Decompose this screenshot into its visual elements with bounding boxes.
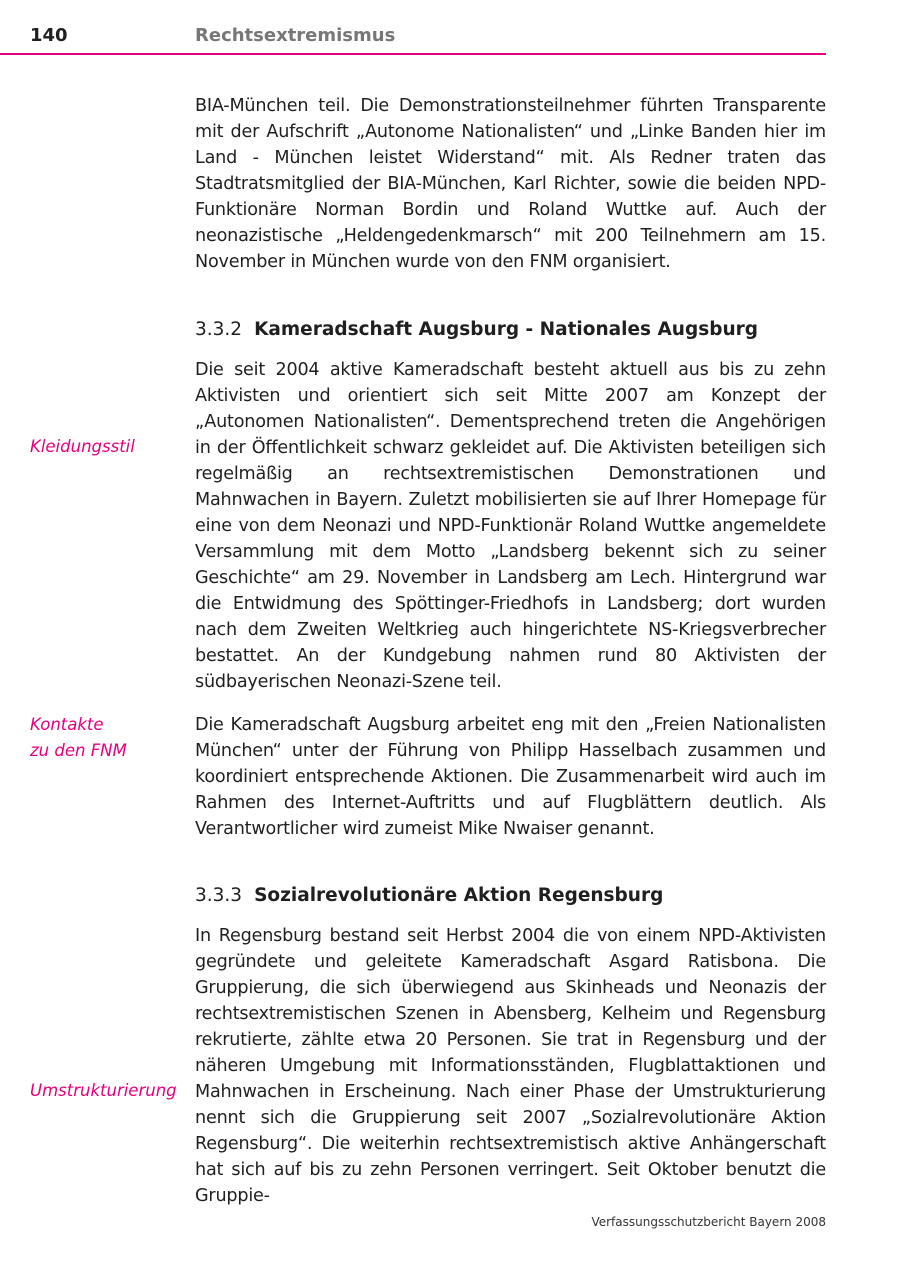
margin-note-kleidungsstil: Kleidungsstil: [30, 437, 135, 456]
paragraph-regensburg: In Regensburg bestand seit Herbst 2004 die von einem NPD-Aktivisten gegründete und geleitete Kameradschaft Asgard Ratisbona. Die Gruppierung, die sich überwiegend aus Skinheads und Neonazis der rechtsextremistischen Szenen in Abensberg, Kelheim und Regensburg rekrutierte, zählte etwa 20 Personen. Sie trat in Regensburg und der näheren Umgebung mit Informationsständen, Flugblattaktionen und Mahnwachen in Erscheinung. Nach einer Phase der Umstrukturierung nennt sich die Gruppierung seit 2007 „Sozialrevolutionäre Aktion Regensburg“. Die weiterhin rechtsextremistisch aktive Anhängerschaft hat sich auf bis zu zehn Personen verringert. Seit Oktober benutzt die Gruppie-: [195, 926, 826, 1206]
paragraph-kontakte: Die Kameradschaft Augsburg arbeitet eng mit den „Freien Nationalisten München“ unter der Führung von Philipp Hasselbach zusammen und koordiniert entsprechende Aktionen. Die Zusammenarbeit wird auch im Rahmen des Internet-Auftritts und auf Flugblättern deutlich. Als Verantwortlicher wird zumeist Mike Nwaiser genannt.: [195, 715, 826, 839]
section-title: Kameradschaft Augsburg - Nationales Augsburg: [254, 319, 758, 340]
margin-note-line: Kontakte: [30, 715, 104, 734]
page-header: [0, 0, 826, 55]
running-title: Rechtsextremismus: [195, 25, 396, 46]
margin-note-umstrukturierung: Umstrukturierung: [30, 1081, 177, 1100]
margin-note-line: zu den FNM: [30, 741, 127, 760]
section-heading-3-3-3: [195, 883, 826, 909]
paragraph-augsburg: Die seit 2004 aktive Kameradschaft besteht aktuell aus bis zu zehn Aktivisten und orientiert sich seit Mitte 2007 am Konzept der „Autonomen Nationalisten“. Dementsprechend treten die Angehörigen in der Öffentlichkeit schwarz gekleidet auf. Die Aktivisten beteiligen sich regelmäßig an rechtsextremistischen Demonstrationen und Mahnwachen in Bayern. Zuletzt mobilisierten sie auf Ihrer Homepage für eine von dem Neonazi und NPD-Funktionär Roland Wuttke angemeldete Versammlung mit dem Motto „Landsberg bekennt sich zu seiner Geschichte“ am 29. November in Landsberg am Lech. Hintergrund war die Entwidmung des Spöttinger-Friedhofs in Landsberg; dort wurden nach dem Zweiten Weltkrieg auch hingerichtete NS-Kriegsverbrecher bestattet. An der Kundgebung nahmen rund 80 Aktivisten der südbayerischen Neonazi-Szene teil.: [195, 360, 826, 692]
page-number: 140: [30, 25, 68, 46]
section-heading-3-3-2: [195, 317, 826, 343]
paragraph-intro: BIA-München teil. Die Demonstrationsteilnehmer führten Transparente mit der Aufschrift „Autonome Nationalisten“ und „Linke Banden hier im Land - München leistet Widerstand“ mit. Als Redner traten das Stadtratsmitglied der BIA-München, Karl Richter, sowie die beiden NPD-Funktionäre Norman Bordin und Roland Wuttke auf. Auch der neonazistische „Heldengedenkmarsch“ mit 200 Teilnehmern am 15. November in München wurde von den FNM organisiert.: [195, 96, 826, 272]
section-number: 3.3.2: [195, 319, 243, 340]
section-title: Sozialrevolutionäre Aktion Regensburg: [254, 885, 664, 906]
margin-note-kontakte: [30, 712, 190, 764]
section-number: 3.3.3: [195, 885, 243, 906]
page-footer: Verfassungsschutzbericht Bayern 2008: [591, 1215, 826, 1229]
